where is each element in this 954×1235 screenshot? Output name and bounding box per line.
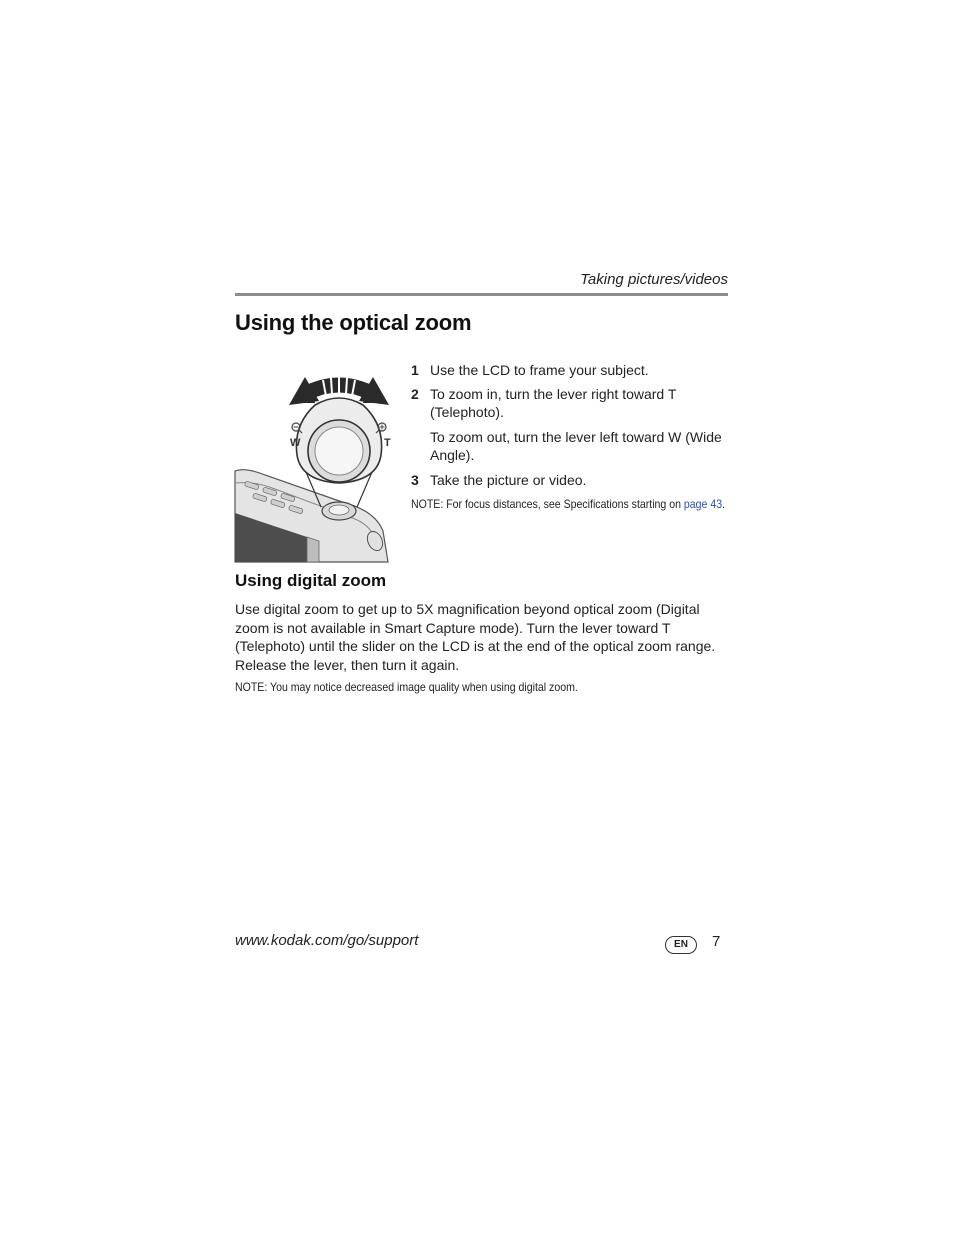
zoom-lever-illustration bbox=[235, 371, 391, 562]
support-url: www.kodak.com/go/support bbox=[235, 932, 419, 949]
page-number: 7 bbox=[712, 933, 721, 950]
step-number: 1 bbox=[411, 362, 419, 378]
zoom-lever-drawing bbox=[235, 371, 391, 562]
step-number: 3 bbox=[411, 472, 419, 488]
step-list bbox=[411, 361, 731, 512]
section-title: Using the optical zoom bbox=[235, 310, 472, 335]
language-badge: EN bbox=[665, 936, 697, 954]
note-text: NOTE: For focus distances, see Specifications starting on bbox=[411, 497, 684, 511]
header-rule bbox=[235, 293, 728, 296]
step-text: To zoom in, turn the lever right toward T (Telephoto). bbox=[430, 386, 677, 420]
page-43-link[interactable]: page 43 bbox=[683, 497, 723, 511]
note-suffix: . bbox=[722, 497, 726, 511]
digital-zoom-paragraph: Use digital zoom to get up to 5X magnification beyond optical zoom (Digital zoom is not available in Smart Capture mode). Turn the lever toward T (Telephoto) until the slider on the LCD is at the end of the optical zoom range. Release the lever, then turn it again. bbox=[235, 601, 716, 673]
step-subtext: To zoom out, turn the lever left toward W (Wide Angle). bbox=[430, 429, 722, 463]
tele-label: T bbox=[384, 437, 391, 449]
step-item bbox=[411, 471, 731, 489]
step-text: Use the LCD to frame your subject. bbox=[430, 362, 649, 378]
step-number: 2 bbox=[411, 386, 419, 402]
focus-note bbox=[411, 496, 726, 512]
subsection-title: Using digital zoom bbox=[235, 571, 387, 590]
step-item bbox=[411, 361, 731, 379]
image-quality-note: NOTE: You may notice decreased image quality when using digital zoom. bbox=[235, 680, 578, 694]
wide-label: W bbox=[290, 437, 301, 449]
step-item bbox=[411, 385, 731, 421]
step-text: Take the picture or video. bbox=[430, 472, 587, 488]
running-header: Taking pictures/videos bbox=[580, 271, 728, 288]
